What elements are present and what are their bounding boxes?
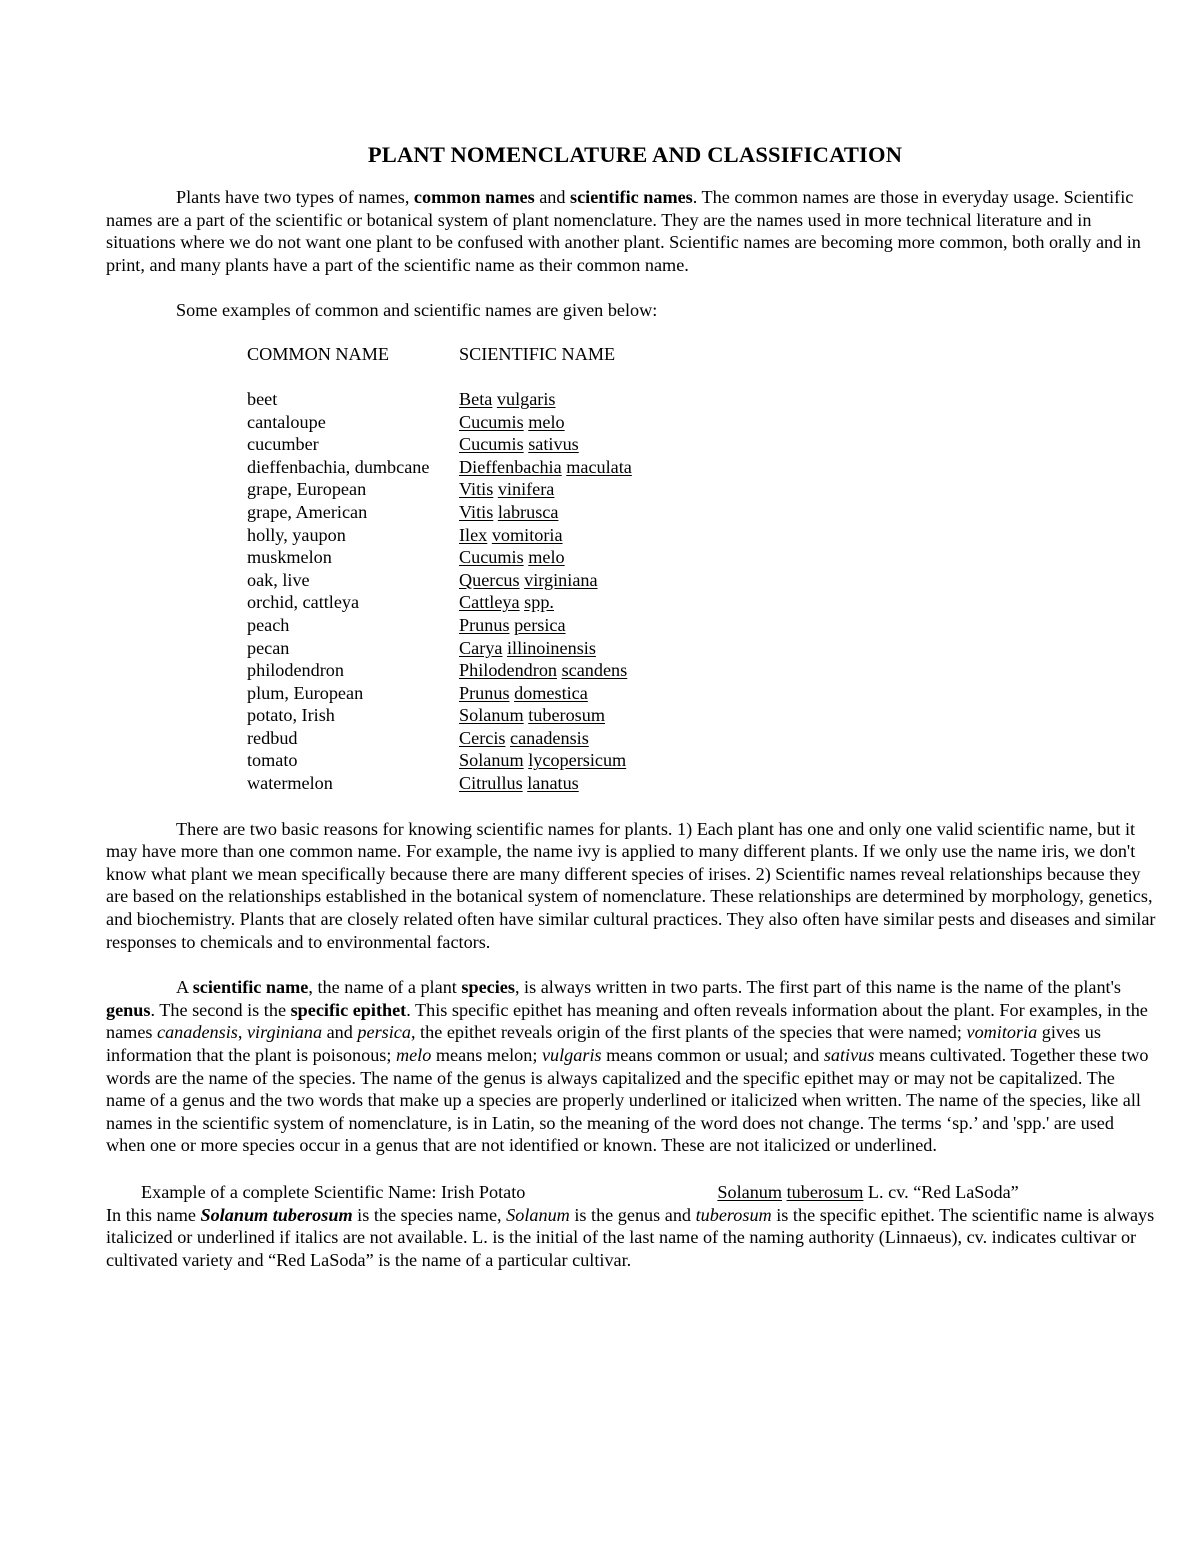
example-label: Example of a complete Scientific Name: Irish Potato	[141, 1181, 526, 1202]
genus-text: Prunus	[459, 614, 510, 635]
genus-text: Ilex	[459, 524, 488, 545]
epithet-text: melo	[528, 547, 565, 568]
genus-text: Beta	[459, 388, 493, 409]
term-scientific-names: scientific names	[570, 187, 693, 207]
scientific-name-cell	[459, 749, 632, 772]
genus-text: Dieffenbachia	[459, 456, 562, 477]
common-name-cell: watermelon	[247, 773, 333, 794]
reasons-paragraph: There are two basic reasons for knowing scientific names for plants. 1) Each plant has one and only one valid scientific name, but it may have more than one common name. For example, the name ivy is applied to many different plants. If we only use the name iris, we don't know what plant we mean specifically because there are many different species of irises. 2) Scientific names reveal relationships because they are based on the relationships established in the botanical system of nomenclature. These relationships are determined by morphology, genetics, and biochemistry. Plants that are closely related often have similar cultural practices. They also often have similar pests and diseases and similar responses to chemicals and to environmental factors.	[106, 818, 1156, 952]
example-species-name: Solanum tuberosum	[200, 1204, 353, 1225]
term-species: species	[461, 977, 515, 998]
scientific-name-cell	[459, 659, 632, 682]
genus-text: Cattleya	[459, 592, 520, 613]
header-common-name: COMMON NAME	[247, 343, 389, 364]
table-row	[247, 411, 632, 434]
table-row	[247, 546, 632, 569]
genus-text: Prunus	[459, 682, 510, 703]
common-name-cell: plum, European	[247, 682, 364, 703]
scientific-name-cell	[459, 501, 632, 524]
epithet-virginiana: virginiana	[246, 1022, 323, 1043]
epithet-text: canadensis	[510, 727, 589, 748]
example-epithet-name: tuberosum	[695, 1204, 772, 1225]
examples-intro: Some examples of common and scientific names are given below:	[176, 300, 658, 321]
epithet-vulgaris: vulgaris	[541, 1045, 602, 1065]
epithet-text: lycopersicum	[528, 750, 627, 771]
term-scientific-name: scientific name	[192, 977, 309, 998]
table-row	[247, 501, 632, 524]
table-row	[247, 637, 632, 660]
scientific-name-cell	[459, 772, 632, 795]
scientific-name-cell	[459, 704, 632, 727]
table-row	[247, 659, 632, 682]
table-row	[247, 749, 632, 772]
scientific-name-cell	[459, 524, 632, 547]
epithet-text: spp.	[524, 592, 554, 613]
common-name-cell: muskmelon	[247, 547, 332, 568]
table-row	[247, 682, 632, 705]
table-row	[247, 772, 632, 795]
scientific-name-cell	[459, 727, 632, 750]
table-row	[247, 478, 632, 501]
epithet-text: labrusca	[497, 501, 559, 522]
header-scientific-name: SCIENTIFIC NAME	[459, 343, 616, 364]
table-row	[247, 433, 632, 456]
common-name-cell: potato, Irish	[247, 705, 335, 726]
epithet-text: vulgaris	[496, 388, 556, 409]
common-name-cell: peach	[247, 614, 290, 635]
epithet-persica: persica	[357, 1022, 411, 1043]
scientific-name-cell	[459, 637, 632, 660]
epithet-melo: melo	[395, 1045, 432, 1065]
scientific-name-cell	[459, 591, 632, 614]
species-paragraph: A scientific name, the name of a plant species, is always written in two parts. The first part of this name is the name of the plant's genus. The second is the specific epithet. This specific epithet has meaning and often reveals information about the plant. For examples, in the names canadensis, virginiana and persica, the epithet reveals origin of the first plants of the species that were named; vomitoria gives us information that the plant is poisonous; melo means melon; vulgaris means common or usual; and sativus means cultivated. Together these two words are the name of the species. The name of the genus is always capitalized and the specific epithet may or may not be capitalized. The name of a genus and the two words that make up a species are properly underlined or italicized when written. The name of the species, like all names in the scientific system of nomenclature, is in Latin, so the meaning of the word does not change. The terms ‘sp.’ and 'spp.' are used when one or more species occur in a genus that are not identified or known. These are not italicized or underlined.	[106, 977, 1149, 1156]
epithet-text: lanatus	[527, 773, 579, 794]
term-genus: genus	[106, 999, 151, 1020]
common-name-cell: grape, European	[247, 479, 367, 500]
epithet-text: vomitoria	[491, 524, 563, 545]
genus-text: Vitis	[459, 479, 494, 500]
epithet-text: virginiana	[524, 569, 598, 590]
common-name-cell: grape, American	[247, 501, 368, 522]
document-page	[106, 140, 1156, 1271]
scientific-name-cell	[459, 456, 632, 479]
genus-text: Cucumis	[459, 434, 524, 455]
common-name-cell: dieffenbachia, dumbcane	[247, 456, 430, 477]
genus-text: Carya	[459, 637, 503, 658]
table-header-row	[247, 343, 632, 388]
epithet-vomitoria: vomitoria	[966, 1022, 1038, 1043]
epithet-canadensis: canadensis	[157, 1022, 238, 1043]
table-row	[247, 704, 632, 727]
term-common-names: common names	[413, 187, 535, 207]
genus-text: Philodendron	[459, 660, 558, 681]
epithet-sativus: sativus	[823, 1045, 875, 1065]
common-name-cell: cucumber	[247, 434, 319, 455]
common-name-cell: holly, yaupon	[247, 524, 346, 545]
page-title: PLANT NOMENCLATURE AND CLASSIFICATION	[367, 142, 903, 167]
term-specific-epithet: specific epithet	[290, 999, 407, 1020]
genus-text: Cucumis	[459, 411, 524, 432]
common-name-cell: pecan	[247, 637, 290, 658]
example-genus-name: Solanum	[506, 1204, 570, 1225]
common-name-cell: philodendron	[247, 660, 344, 681]
example-line	[106, 1181, 1156, 1204]
table-row	[247, 388, 632, 411]
example-section	[106, 1181, 1156, 1271]
table-row	[247, 727, 632, 750]
genus-text: Cucumis	[459, 547, 524, 568]
example-explanation: In this name Solanum tuberosum is the species name, Solanum is the genus and tuberosum is the specific epithet. The scientific name is always italicized or underlined if italics are not available. L. is the initial of the last name of the naming authority (Linnaeus), cv. indicates cultivar or cultivated variety and “Red LaSoda” is the name of a particular cultivar.	[106, 1204, 1155, 1270]
scientific-name-cell	[459, 569, 632, 592]
intro-paragraph: Plants have two types of names, common names and scientific names. The common names are those in everyday usage. Scientific names are a part of the scientific or botanical system of plant nomenclature. They are the names used in more technical literature and in situations where we do not want one plant to be confused with another plant. Scientific names are becoming more common, both orally and in print, and many plants have a part of the scientific name as their common name.	[106, 187, 1141, 275]
scientific-name-cell	[459, 433, 632, 456]
genus-text: Solanum	[459, 705, 524, 726]
common-name-cell: oak, live	[247, 569, 310, 590]
scientific-name-cell	[459, 614, 632, 637]
common-name-cell: cantaloupe	[247, 411, 326, 432]
epithet-text: maculata	[566, 456, 632, 477]
scientific-name-cell	[459, 388, 632, 411]
table-body	[247, 388, 632, 795]
scientific-name-cell	[459, 682, 632, 705]
epithet-text: illinoinensis	[506, 637, 596, 658]
names-table	[247, 343, 1156, 795]
genus-text: Citrullus	[459, 773, 523, 794]
epithet-text: melo	[528, 411, 565, 432]
table-row	[247, 569, 632, 592]
common-name-cell: orchid, cattleya	[247, 592, 360, 613]
example-epithet: tuberosum	[786, 1181, 864, 1202]
example-genus: Solanum	[717, 1181, 783, 1202]
table-row	[247, 456, 632, 479]
scientific-name-cell	[459, 411, 632, 434]
genus-text: Vitis	[459, 501, 494, 522]
table-row	[247, 591, 632, 614]
epithet-text: scandens	[561, 660, 628, 681]
scientific-name-cell	[459, 478, 632, 501]
epithet-text: vinifera	[497, 479, 555, 500]
common-name-cell: tomato	[247, 750, 298, 771]
scientific-name-cell	[459, 546, 632, 569]
genus-text: Cercis	[459, 727, 506, 748]
common-name-cell: beet	[247, 388, 278, 409]
genus-text: Solanum	[459, 750, 524, 771]
common-name-cell: redbud	[247, 727, 298, 748]
epithet-text: persica	[514, 614, 566, 635]
epithet-text: sativus	[528, 434, 579, 455]
table-row	[247, 524, 632, 547]
epithet-text: domestica	[514, 682, 588, 703]
example-authority: L. cv. “Red LaSoda”	[863, 1181, 1019, 1202]
genus-text: Quercus	[459, 569, 520, 590]
table-row	[247, 614, 632, 637]
epithet-text: tuberosum	[528, 705, 606, 726]
